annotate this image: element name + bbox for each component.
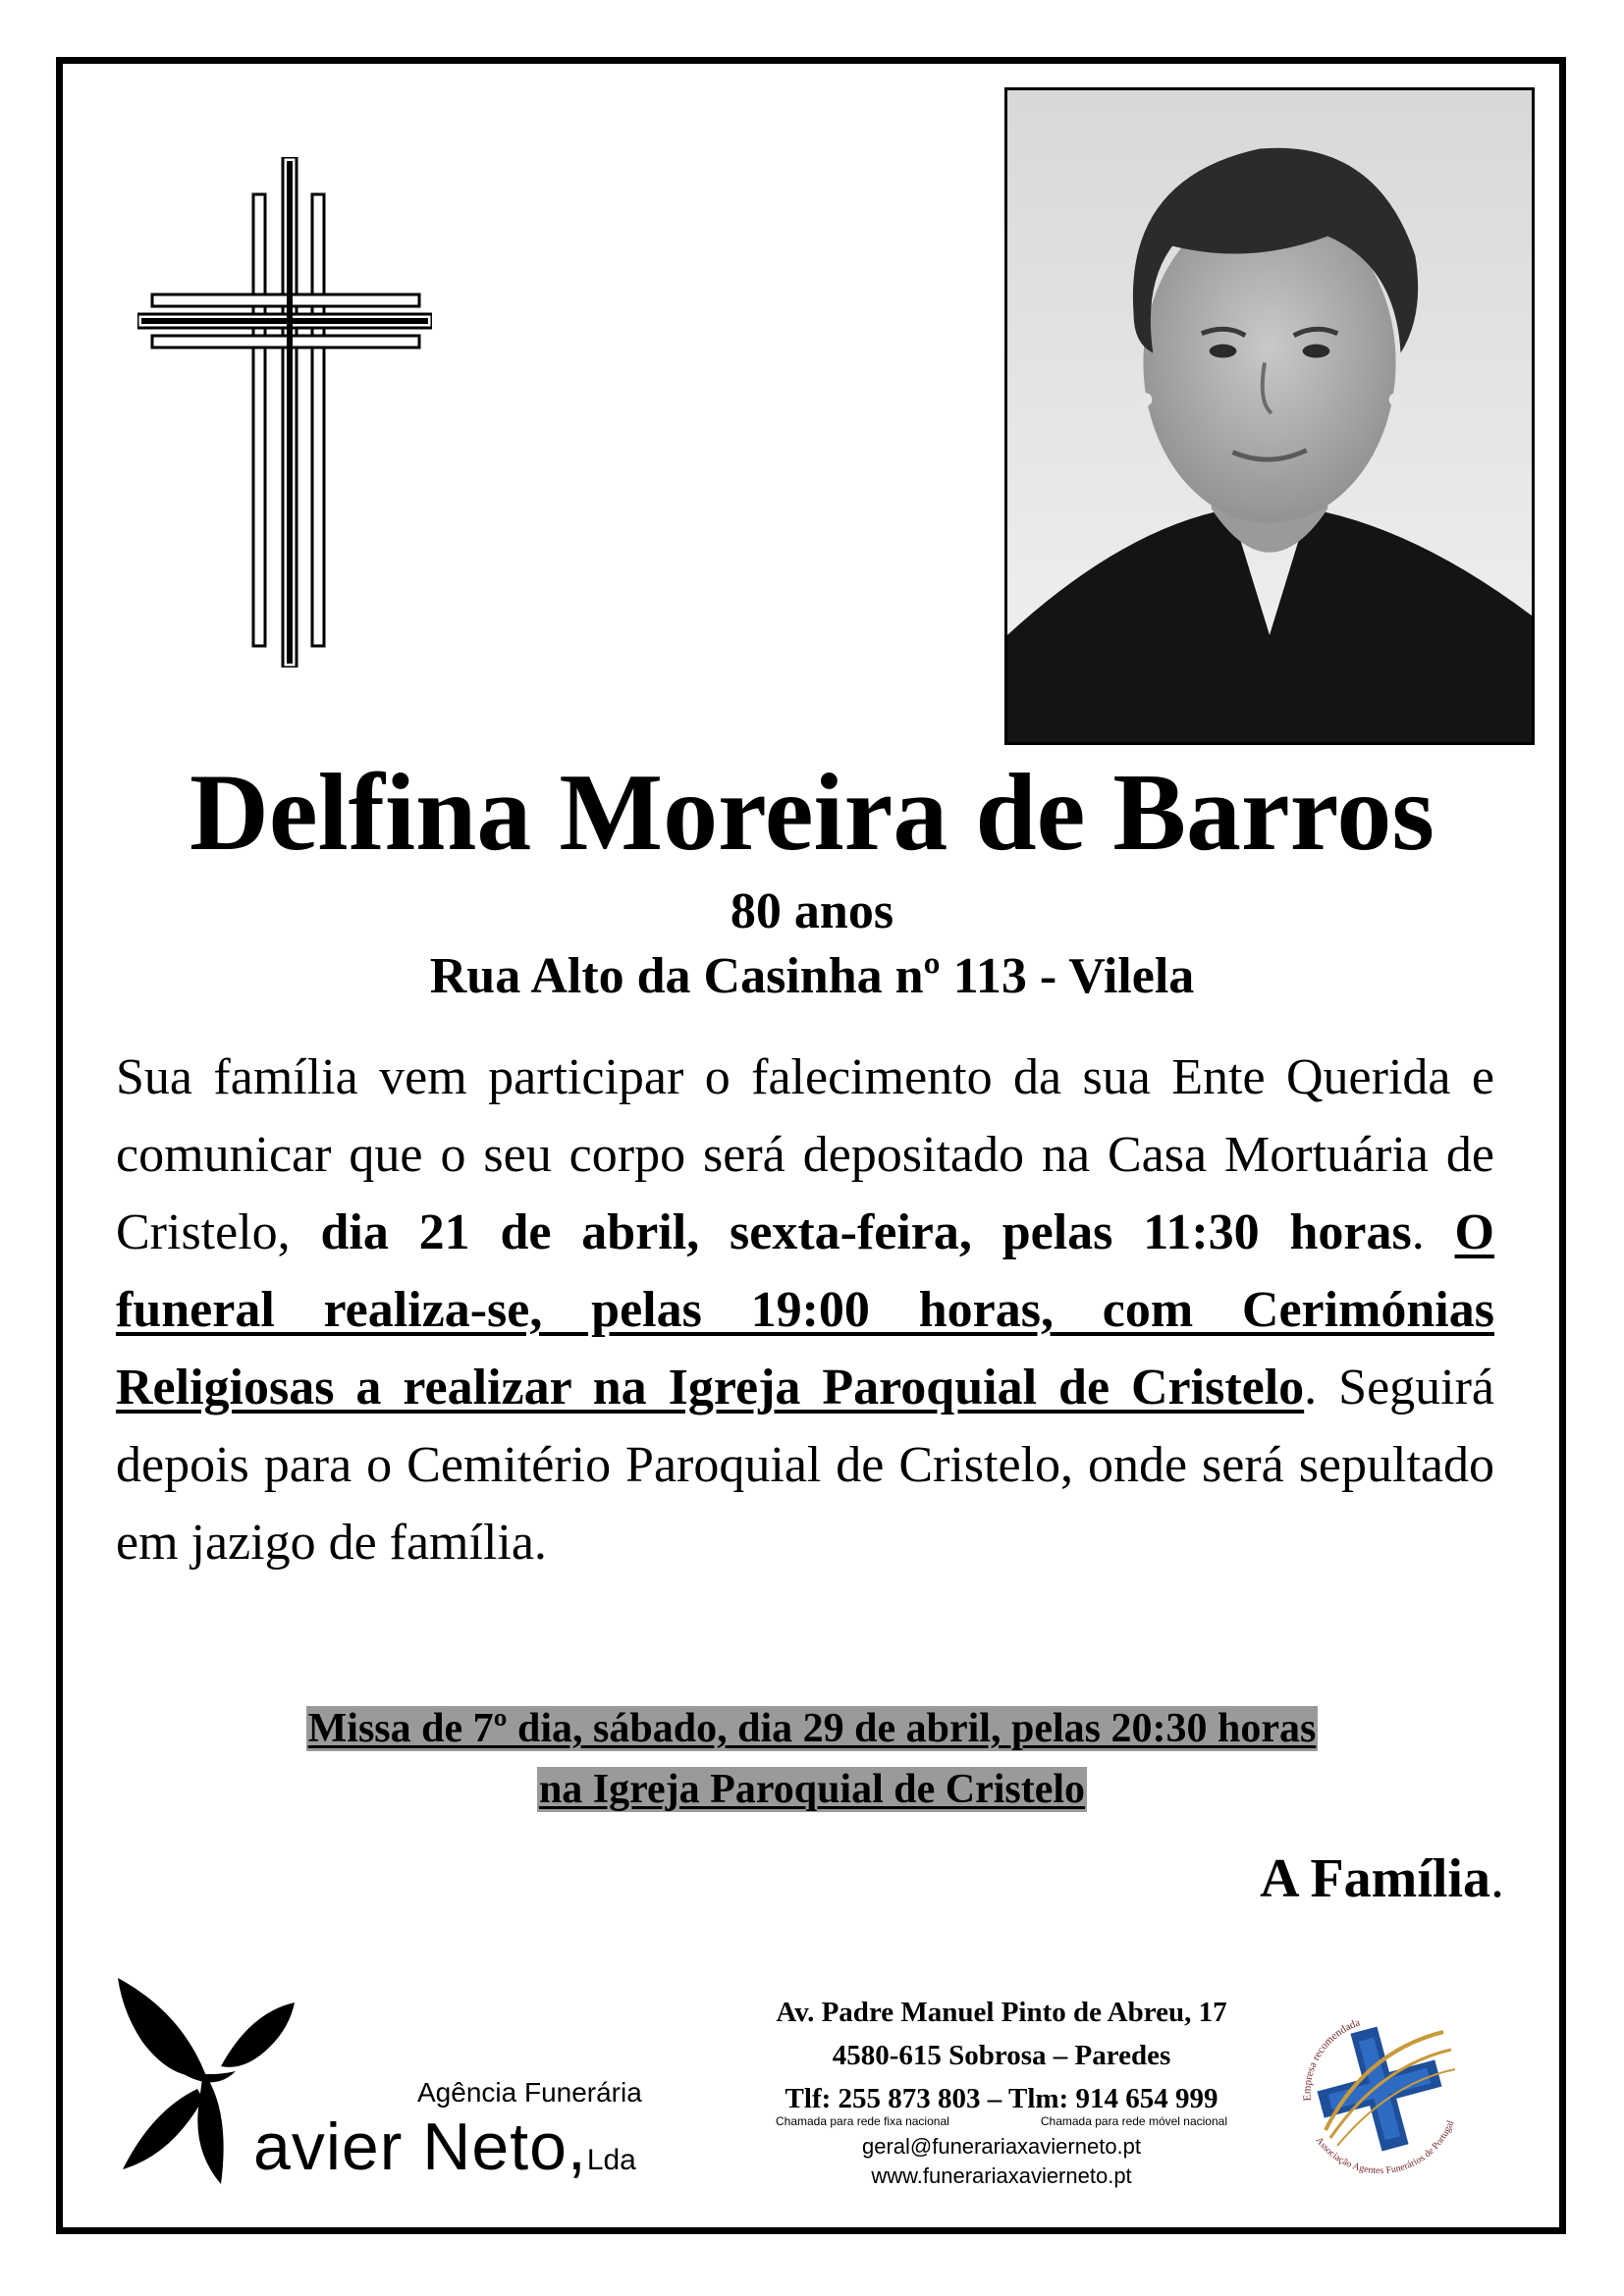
agency-name-text: avier Neto, [253,2109,587,2184]
note-landline: Chamada para rede fixa nacional [776,2114,949,2128]
signature-period: . [1490,1848,1504,1909]
agency-phones: Tlf: 255 873 803 – Tlm: 914 654 999 [785,2083,1218,2114]
seal-text-bottom: Associação Agentes Funerários de Portugal [1313,2118,1457,2177]
agency-name [253,2109,636,2199]
agency-address-line-1: Av. Padre Manuel Pinto de Abreu, 17 [776,1997,1227,2028]
funeral-details: O funeral realiza-se, pelas 19:00 horas, com Cerimónias Religiosas a realizar na Igreja Paroquial de Cristelo [116,1204,1494,1415]
portrait-photo [1004,87,1535,745]
note-mobile: Chamada para rede móvel nacional [1040,2114,1227,2128]
agency-address-line-2: 4580-615 Sobrosa – Paredes [832,2040,1171,2071]
announcement-part-1: Sua família vem participar o falecimento da sua Ente Querida e comunicar que o seu corpo será depositado na Casa Mortuária de Cristelo, [116,1049,1494,1260]
signature [1260,1847,1504,1910]
seal-text-top: Empresa recomendada [1301,2016,1362,2102]
agency-website[interactable]: www.funerariaxavierneto.pt [871,2163,1132,2188]
deceased-address: Rua Alto da Casinha nº 113 - Vilela [429,948,1195,1004]
deceased-name: Delfina Moreira de Barros [189,752,1435,874]
mass-notice [59,1698,1565,1820]
mass-notice-line-2: na Igreja Paroquial de Cristelo [538,1767,1086,1812]
announcement-part-5: . Seguirá depois para o Cemitério Paroquial de Cristelo, onde será sepultado em jazigo de família. [116,1360,1494,1571]
agency-email[interactable]: geral@funerariaxavierneto.pt [861,2134,1142,2159]
announcement-part-3: . [1411,1204,1455,1260]
signature-text: A Família [1260,1848,1490,1909]
association-seal-icon [1286,1993,1473,2179]
agency-contacts [766,1991,1237,2191]
agency-suffix: Lda [586,2144,636,2176]
deposit-date: dia 21 de abril, sexta-feira, pelas 11:30 horas [320,1204,1412,1260]
announcement-text [116,1039,1494,1581]
agency-label: Agência Funerária [417,2077,642,2108]
deceased-age: 80 anos [730,883,894,939]
mass-notice-line-1: Missa de 7º dia, sábado, dia 29 de abril, pelas 20:30 horas [307,1706,1317,1751]
cross-icon [137,157,432,667]
